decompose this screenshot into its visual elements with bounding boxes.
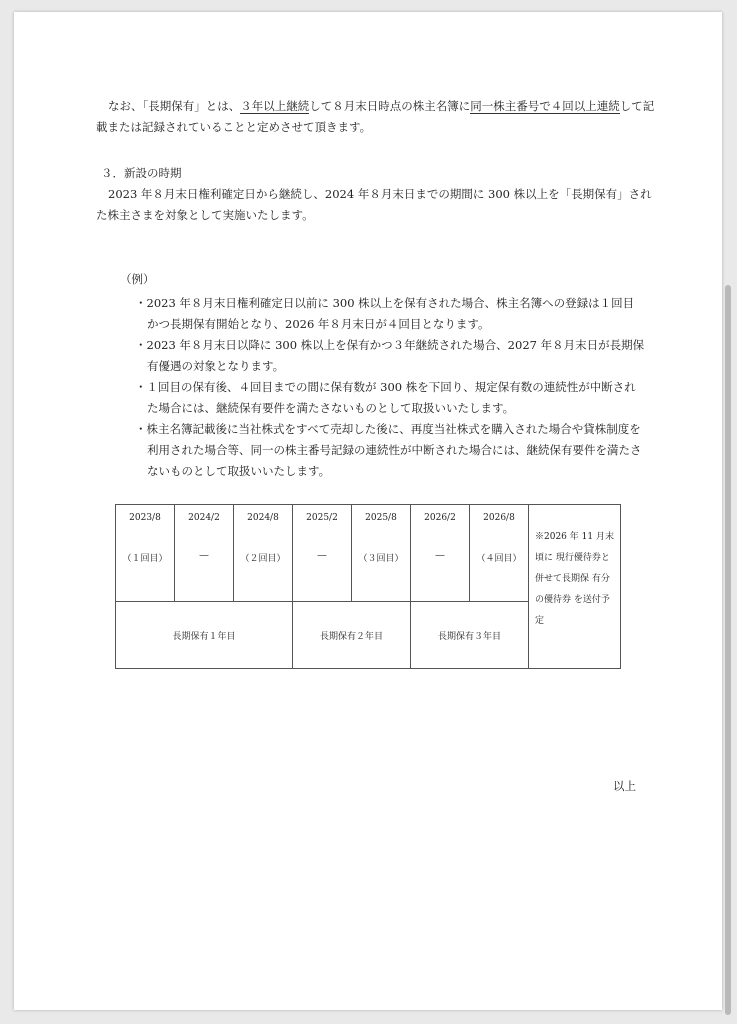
intro-underline-2: 同一株主番号で４回以上 [470,99,597,113]
period-cell [175,505,234,602]
period-cell [234,505,293,602]
period-date: 2026/2 [424,513,456,523]
period-status: （４回目） [476,554,522,564]
intro-paragraph [96,96,656,138]
long-term-year-3: 長期保有３年目 [411,602,529,669]
period-status: ― [199,551,209,561]
period-status: ― [317,551,327,561]
table-row [116,505,621,602]
long-term-year-1: 長期保有１年目 [116,602,293,669]
intro-text-1: なお、「長期保有」とは、 [108,99,241,113]
long-term-year-2: 長期保有２年目 [293,602,411,669]
schedule-note: ※2026 年 11 月末頃に 現行優待券と 併せて長期保 有分の優待券 を送付予定 [529,505,621,669]
period-date: 2026/8 [483,513,515,523]
period-date: 2025/2 [306,513,338,523]
section-heading: ３．新設の時期 [101,166,182,180]
section-body: 2023 年８月末日権利確定日から継続し、2024 年８月末日までの期間に 300 株以上を「長期保有」された株主さまを対象として実施いたします。 [96,187,652,222]
period-cell [352,505,411,602]
intro-text-2: して８月末日時点の株主名簿に [309,99,471,113]
closing-text: 以上 [613,779,636,793]
period-cell [293,505,352,602]
period-cell [470,505,529,602]
example-list [135,293,645,482]
list-item: ・2023 年８月末日以降に 300 株以上を保有かつ３年継続された場合、2027 年８月末日が長期保有優遇の対象となります。 [135,338,645,373]
example-label: （例） [120,272,155,286]
period-date: 2024/8 [247,513,279,523]
schedule-table [115,504,621,669]
period-status: （３回目） [358,554,404,564]
period-status: （２回目） [240,554,286,564]
period-date: 2025/8 [365,513,397,523]
period-cell [411,505,470,602]
scrollbar[interactable] [725,285,731,1015]
period-cell [116,505,175,602]
period-date: 2023/8 [129,513,161,523]
period-status: ― [435,551,445,561]
list-item: ・１回目の保有後、４回目までの間に保有数が 300 株を下回り、規定保有数の連続性が中断された場合には、継続保有要件を満たさないものとして取扱いいたします。 [135,380,636,415]
period-status: （１回目） [122,554,168,564]
intro-underline-1: ３年以上継続 [240,99,310,113]
intro-text-3: して記載または記録されていることと定めさせて頂きます。 [96,99,655,134]
period-date: 2024/2 [188,513,220,523]
intro-underline-3: 連続 [596,99,620,113]
list-item: ・株主名簿記載後に当社株式をすべて売却した後に、再度当社株式を購入された場合や貸株制度を利用された場合等、同一の株主番号記録の連続性が中断された場合には、継続保有要件を満たさないものとして取扱いいたします。 [135,422,642,478]
list-item: ・2023 年８月末日権利確定日以前に 300 株以上を保有された場合、株主名簿への登録は１回目かつ長期保有開始となり、2026 年８月末日が４回目となります。 [135,296,635,331]
